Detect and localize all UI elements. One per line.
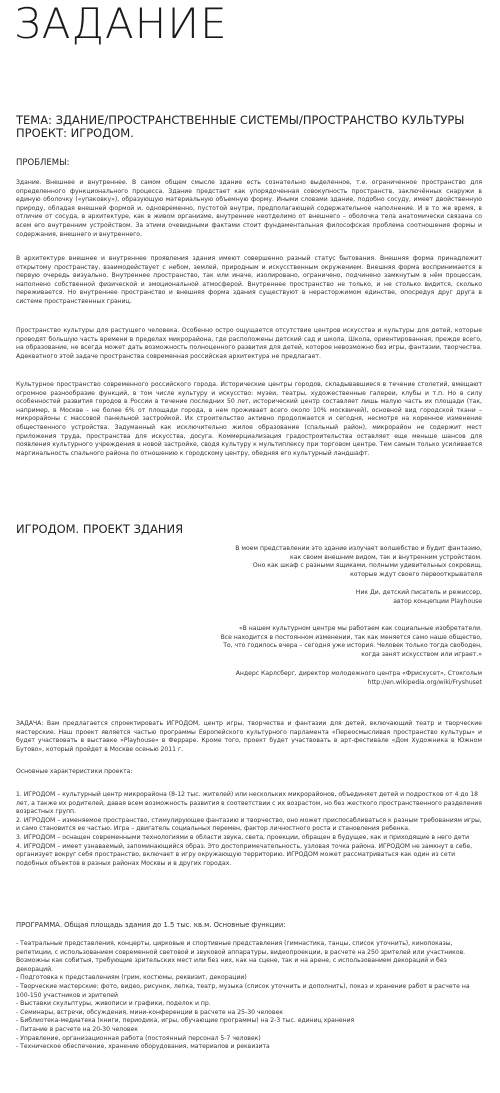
quote-carlsberg-author: Андерс Карлсберг, директор молодежного центра «Фрисхусет», Стокгольм http://en.wikipedia.org/wiki/Fryshuset xyxy=(235,670,482,686)
program-list xyxy=(16,940,482,1052)
list-item: - Семинары, встречи, обсуждения, мини-конференции в расчете на 25-30 человек xyxy=(16,1008,283,1016)
list-item: 1. ИГРОДОМ – культурный центр микрорайона (8-12 тыс. жителей) или нескольких микрорайонов, объединяет детей и подростков от 4 до 18 лет, а также их родителей, давая всем возможность развития в соответствии с их возрастом, но без жесткого пространственного разделения возрастных групп. xyxy=(16,791,482,816)
problems-paragraph-1: Здание. Внешнее и внутреннее. В самом общем смысле здание есть сознательно выделенное, т.е. ограниченное пространство для определенного функционального процесса. Здание предстает как упорядоченная совокупность пространств, заключённых снаружи в единую оболочку («упаковку»), образующую материальную объемную форму. Иными словами здание, подобно сосуду, имеет двойственную природу, обладая внешней формой и, одновременно, пустотой внутри, предполагающей содержательное наполнение. И в то же время, в отличие от сосуда, в архитектуре, как в живом организме, внутреннее неотделимо от внешнего – оболочка тела анатомически связана со всем его внутренним устройством. За этими очевидными фактами стоит фундаментальная философская проблема соотношения формы и содержания, внешнего и внутреннего. xyxy=(16,179,482,238)
project-heading: ИГРОДОМ. ПРОЕКТ ЗДАНИЯ xyxy=(16,522,184,536)
characteristics-list xyxy=(16,791,482,868)
quote-nick-dee: В моем представлении это здание излучает волшебство и будит фантазию, как своим внешним видом, так и внутренним устройством. Оно как шкаф с разными ящиками, полными удивительных сокровищ, которые ждут своего первооткрывателя xyxy=(235,545,482,578)
task-paragraph: ЗАДАЧА: Вам предлагается спроектировать ИГРОДОМ, центр игры, творчества и фантазии для детей, включающий театр и творческие мастерские. Наш проект является частью программы Европейского культурного парламента «Переосмысливая пространство культуры» и будет участвовать в выставке «Playhouse» в Ферраре. Кроме того, проект будет участвовать в арт-фестивале «Дом Художника в Южном Бутово», который пройдет в Москве осенью 2011 г. xyxy=(16,720,482,753)
list-item: - Техническое обеспечение, хранение оборудования, материалов и реквизита xyxy=(16,1043,270,1051)
list-item: 3. ИГРОДОМ – оснащен современными технологиями в области звука, света, проекции, обращен в будущее, как и приходящие в него дети xyxy=(16,833,470,841)
page-title: ЗАДАНИЕ xyxy=(14,0,228,48)
list-item: - Библиотека-медиатека (книги, периодика, игры, обучающие программы) на 2-3 тыс. единиц хранения xyxy=(16,1017,355,1025)
list-item: 2. ИГРОДОМ – изменяемое пространство, стимулирующее фантазию и творчество, оно может приспосабливаться к разным требованиям игры, и само становится ее частью. Игра – двигатель социальных перемен, фактор личностного роста и становления ребенка. xyxy=(16,816,482,833)
problems-paragraph-4: Культурное пространство современного российского города. Исторические центры городов, складывавшиеся в течение столетий, вмещают огромное разнообразие функций, в том числе культуру и искусство: музеи, театры, художественные галереи, клубы и т.п. Но в силу особенностей развития городов в России в течение последних 50 лет, исторический центр составляет лишь малую часть их площади (так, например, в Москве - не более 6% от площади города, в нем проживает всего около 10% москвичей), основной вид городской ткани – микрорайоны с массовой панельной застройкой. Их строительство активно продолжается и сегодня, несмотря на коренное изменение общественного устройства. Задуманный как исключительно жилое образование (спальный район), микрорайон не содержит мест приложения труда, пространства для искусства, досуга. Коммерциализация градостроительства оставляет еще меньше шансов для появления культурного учреждения в новой застройке, сводя культуру к мультиплексу при торговом центре. Тем самым только усиливается маргинальность спального района по отношению к городскому центру, обедняя его культурный ландшафт. xyxy=(16,381,482,457)
problems-paragraph-3: Пространство культуры для растущего человека. Особенно остро ощущается отсутствие центров искусства и культуры для детей, которые проводят большую часть времени в пределах микрорайона, где расположены детский сад и школа. Школа, ориентированная, прежде всего, на образование, не всегда может дать возможность полноценного развития для детей, которое невозможно без игры, фантазии, творчества. Адекватного этой задаче пространства современная российская архитектура не предлагает. xyxy=(16,327,482,360)
characteristics-heading: Основные характеристики проекта: xyxy=(16,768,133,775)
list-item: - Выставки скульптуры, живописи и графики, поделок и пр. xyxy=(16,1000,211,1008)
list-item: 4. ИГРОДОМ – имеет узнаваемый, запоминающийся образ. Это достопримечательность, узловая точка района. ИГРОДОМ не замкнут в себе, организует вокруг себя пространство, включает в игру окружающую территорию. ИГРОДОМ может рассматриваться как один из сети подобных объектов в разных районах Москвы и в других городах. xyxy=(16,842,473,867)
quote-nick-dee-author: Ник Ди, детский писатель и режиссер, автор концепции Playhouse xyxy=(355,589,482,605)
list-item: - Управление, организационная работа (постоянный персонал 5-7 человек) xyxy=(16,1034,261,1042)
problems-heading: ПРОБЛЕМЫ: xyxy=(16,158,70,168)
theme-line: ТЕМА: ЗДАНИЕ/ПРОСТРАНСТВЕННЫЕ СИСТЕМЫ/ПРОСТРАНСТВО КУЛЬТУРЫ xyxy=(16,113,465,127)
quote-carlsberg: «В нашем культурном центре мы работаем как социальные изобретатели. Все находится в постоянном изменении, так как меняется само наше общество, То, что годилось вчера – сегодня уже история. Человек только тогда свободен, когда занят искусством или играет.» xyxy=(220,625,482,658)
list-item: - Театральные представления, концерты, цирковые и спортивные представления (гимнастика, танцы, список уточнить), кинопоказы, репетиции, с использованием современной световой и звуковой аппаратуры, видеопроекции, в расчете на 250 зрителей или участников. Возможны как собитыя, требующие зрительских мест или без них, как на сцене, так и на арене, с использованием декораций и без декораций. xyxy=(16,940,466,973)
list-item: - Творческие мастерские: фото, видео, рисунок, лепка, театр, музыка (список уточнить и дополнить), показ и хранение работ в расчете на 100-150 участников и зрителей xyxy=(16,982,470,999)
list-item: - Питание в расчете на 20-30 человек xyxy=(16,1025,138,1033)
program-heading: ПРОГРАММА. Общая площадь здания до 1.5 тыс. кв.м. Основные функции: xyxy=(16,921,286,929)
project-line: ПРОЕКТ: ИГРОДОМ. xyxy=(16,126,134,140)
list-item: - Подготовка к представлениям (грим, костюмы, реквизит, декорации) xyxy=(16,974,247,982)
problems-paragraph-2: В архитектуре внешнее и внутреннее проявления здания имеют совершенно разный статус бытования. Внешняя форма принадлежит открытому пространству, взаимодействует с небом, землей, природным и искусственным окружением. Внешняя форма воспринимается в первую очередь визуально. Внутреннее пространство, так или иначе, изолировано, ограничено, подчинено замкнутым в нём процессам, наполнено собственной физической и эмоциональной атмосферой. Внутреннее пространство не только, и не столько видится, сколько переживается. Но внутреннее пространство и внешняя форма здания существуют в нерасторжимом единстве, опосредуя друг друга в системе пространственных границ. xyxy=(16,255,482,305)
theme-block xyxy=(16,114,486,140)
